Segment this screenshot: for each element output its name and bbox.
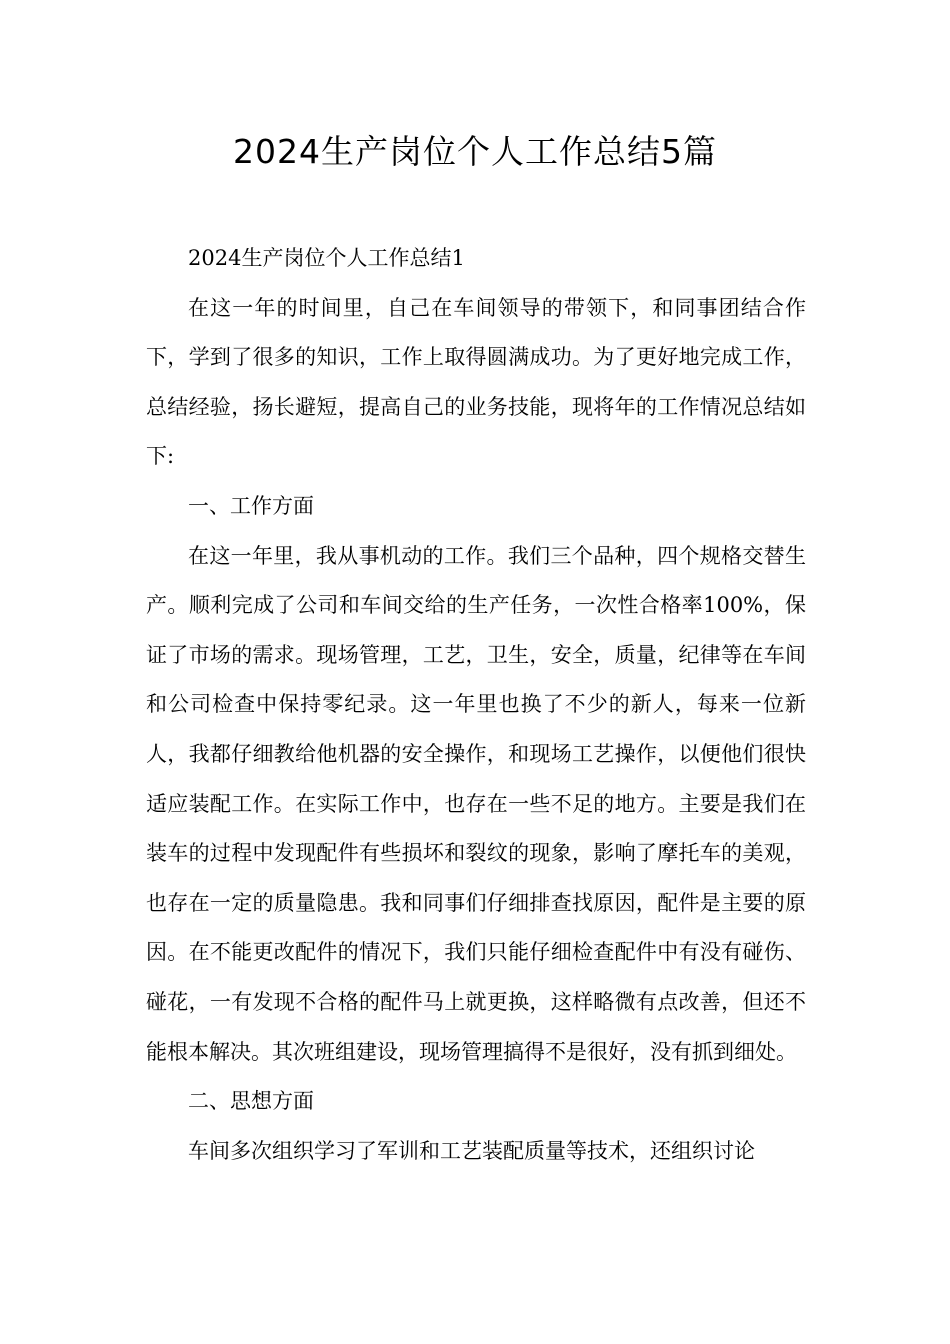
paragraph-thought: 车间多次组织学习了军训和工艺装配质量等技术，还组织讨论 <box>188 1138 755 1163</box>
heading-thought: 二、思想方面 <box>188 1089 314 1114</box>
heading-work: 一、工作方面 <box>188 493 314 518</box>
document-body <box>146 234 806 1176</box>
document-title: 2024生产岗位个人工作总结5篇 <box>233 132 717 171</box>
section-title: 2024生产岗位个人工作总结1 <box>188 246 465 270</box>
paragraph-work: 在这一年里，我从事机动的工作。我们三个品种，四个规格交替生产。顺利完成了公司和车间交给的生产任务，一次性合格率100%，保证了市场的需求。现场管理，工艺，卫生，安全，质量，纪律等在车间和公司检查中保持零纪录。这一年里也换了不少的新人，每来一位新人，我都仔细教给他机器的安全操作，和现场工艺操作，以便他们很快适应装配工作。在实际工作中，也存在一些不足的地方。主要是我们在装车的过程中发现配件有些损坏和裂纹的现象，影响了摩托车的美观，也存在一定的质量隐患。我和同事们仔细排查找原因，配件是主要的原因。在不能更改配件的情况下，我们只能仔细检查配件中有没有碰伤、碰花，一有发现不合格的配件马上就更换，这样略微有点改善，但还不能根本解决。其次班组建设，现场管理搞得不是很好，没有抓到细处。 <box>146 543 806 1064</box>
paragraph-intro: 在这一年的时间里，自己在车间领导的带领下，和同事团结合作下，学到了很多的知识，工作上取得圆满成功。为了更好地完成工作，总结经验，扬长避短，提高自己的业务技能，现将年的工作情况总结如下: <box>146 295 806 469</box>
